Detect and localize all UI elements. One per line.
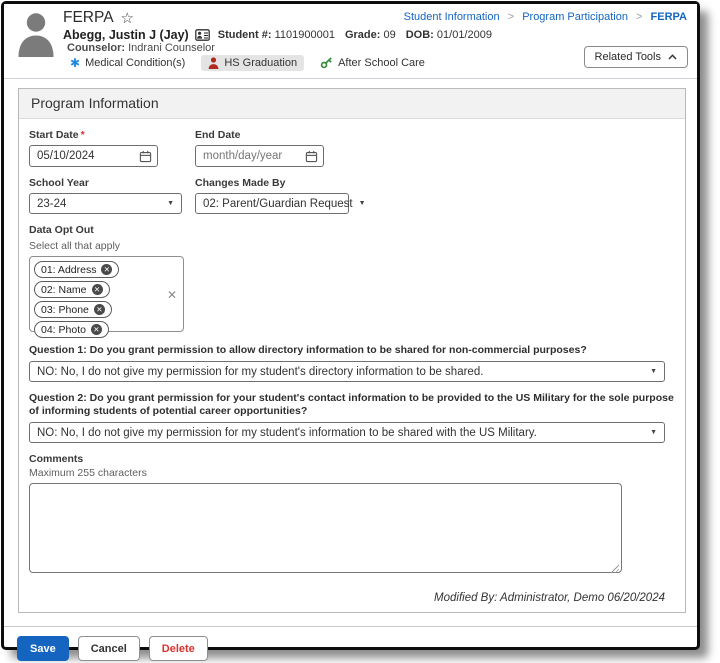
data-opt-out-multiselect[interactable] xyxy=(29,256,184,336)
question2-field xyxy=(29,392,674,443)
grade-value: 09 xyxy=(383,29,396,41)
counselor-line xyxy=(67,42,215,54)
flag-after-school-care[interactable] xyxy=(313,54,432,71)
remove-chip-icon[interactable]: ✕ xyxy=(92,284,103,295)
grade-label: Grade: xyxy=(344,29,381,41)
start-date-label xyxy=(29,129,195,141)
student-dob xyxy=(406,29,492,41)
student-header xyxy=(4,4,697,79)
data-opt-out-hint: Select all that apply xyxy=(29,240,121,252)
school-year-field xyxy=(29,177,195,214)
student-number xyxy=(218,29,335,41)
start-date-input[interactable] xyxy=(32,150,129,162)
data-opt-out-field xyxy=(29,224,663,336)
start-date-label-text: Start Date xyxy=(29,129,79,141)
breadcrumb-ferpa[interactable]: FERPA xyxy=(650,11,687,23)
school-year-value: 23-24 xyxy=(37,197,67,210)
comments-hint: Maximum 255 characters xyxy=(29,467,147,480)
end-date-input[interactable] xyxy=(198,150,295,162)
remove-chip-icon[interactable]: ✕ xyxy=(101,264,112,275)
calendar-icon[interactable] xyxy=(139,150,152,163)
student-flags xyxy=(63,54,432,71)
question1-select[interactable] xyxy=(29,361,665,382)
remove-chip-icon[interactable]: ✕ xyxy=(91,324,102,335)
changes-made-by-value: 02: Parent/Guardian Request xyxy=(203,197,353,210)
comments-label: Comments xyxy=(29,453,84,466)
breadcrumb-program-participation[interactable]: Program Participation xyxy=(522,11,628,23)
student-number-value: 1101900001 xyxy=(274,29,335,41)
student-avatar xyxy=(16,11,56,57)
student-summary xyxy=(63,28,492,42)
related-tools-label: Related Tools xyxy=(594,51,661,63)
chip-name[interactable]: 02: Name ✕ xyxy=(34,281,110,298)
dob-value: 01/01/2009 xyxy=(436,29,492,41)
panel-body xyxy=(19,119,685,612)
save-button[interactable]: Save xyxy=(17,636,69,661)
program-information-panel xyxy=(18,88,686,613)
flag-label: After School Care xyxy=(338,56,425,69)
graduation-person-icon xyxy=(208,57,219,69)
school-year-select[interactable] xyxy=(29,193,182,214)
clear-all-icon[interactable]: ✕ xyxy=(166,288,177,302)
student-number-label: Student #: xyxy=(217,29,272,41)
question2-select[interactable] xyxy=(29,422,665,443)
key-icon xyxy=(320,56,333,69)
modified-by-text: Modified By: Administrator, Demo 06/20/2024 xyxy=(434,592,665,605)
school-year-label: School Year xyxy=(29,177,89,189)
dropdown-arrow-icon: ▼ xyxy=(358,200,366,207)
end-date-label: End Date xyxy=(195,129,241,141)
comments-field xyxy=(29,453,663,578)
changes-made-by-label: Changes Made By xyxy=(195,177,286,189)
flag-medical-condition[interactable] xyxy=(63,55,192,71)
start-date-field xyxy=(29,129,195,167)
dropdown-arrow-icon: ▼ xyxy=(167,200,174,207)
data-opt-out-label: Data Opt Out xyxy=(29,224,94,236)
breadcrumb-separator: > xyxy=(507,11,515,23)
favorite-star-icon[interactable]: ☆ xyxy=(120,9,134,27)
comments-wrap xyxy=(29,483,622,578)
changes-made-by-select[interactable] xyxy=(195,193,366,214)
chip-address[interactable]: 01: Address ✕ xyxy=(34,261,119,278)
dates-row xyxy=(29,129,663,167)
selects-row xyxy=(29,177,663,214)
contact-card-icon[interactable] xyxy=(195,29,210,41)
dropdown-arrow-icon: ▼ xyxy=(650,429,657,437)
question1-value: NO: No, I do not give my permission for my student's directory information to be shared. xyxy=(37,365,484,378)
counselor-value: Indrani Counselor xyxy=(128,42,215,54)
start-date-input-box xyxy=(29,145,158,167)
medical-asterisk-icon: ✱ xyxy=(70,55,81,70)
student-grade xyxy=(345,29,396,41)
related-tools-button[interactable] xyxy=(584,46,688,68)
delete-button[interactable]: Delete xyxy=(149,636,208,661)
breadcrumb-separator: > xyxy=(636,11,643,23)
chip-phone[interactable]: 03: Phone ✕ xyxy=(34,301,112,318)
chip-photo[interactable]: 04: Photo ✕ xyxy=(34,321,109,338)
required-asterisk: * xyxy=(80,129,85,141)
chevron-up-icon xyxy=(668,54,677,60)
question2-label: Question 2: Do you grant permission for your student's contact information to be provided to the US Military for the sole purpose of informing students of potential career opportunities? xyxy=(29,392,674,418)
remove-chip-icon[interactable]: ✕ xyxy=(94,304,105,315)
question2-value: NO: No, I do not give my permission for my student's information to be shared with the US Military. xyxy=(37,426,537,439)
student-name: Abegg, Justin J (Jay) xyxy=(63,28,189,42)
page-title-text: FERPA xyxy=(63,9,114,26)
action-bar xyxy=(4,626,697,661)
flag-hs-graduation[interactable] xyxy=(201,55,304,71)
page-title xyxy=(63,9,134,27)
breadcrumb-student-information[interactable]: Student Information xyxy=(403,11,500,23)
dob-label: DOB: xyxy=(405,29,434,41)
comments-textarea[interactable] xyxy=(29,483,622,573)
panel-title: Program Information xyxy=(19,89,685,119)
end-date-input-box xyxy=(195,145,324,167)
flag-label: Medical Condition(s) xyxy=(85,56,186,69)
app-window xyxy=(1,1,700,655)
dropdown-arrow-icon: ▼ xyxy=(650,368,657,376)
calendar-icon[interactable] xyxy=(305,150,318,163)
counselor-label: Counselor: xyxy=(67,42,126,54)
breadcrumb xyxy=(404,11,687,23)
changes-made-by-field xyxy=(195,177,366,214)
question1-field xyxy=(29,344,663,382)
end-date-field xyxy=(195,129,361,167)
question1-label: Question 1: Do you grant permission to allow directory information to be shared for non-commercial purposes? xyxy=(29,344,587,356)
cancel-button[interactable]: Cancel xyxy=(78,636,140,661)
flag-label: HS Graduation xyxy=(224,56,298,69)
